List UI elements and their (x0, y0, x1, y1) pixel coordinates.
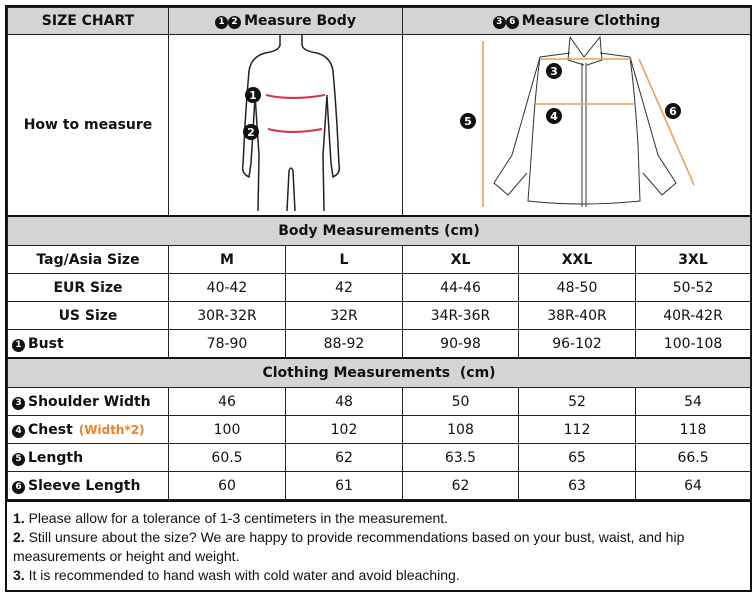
marker-5-icon: 5 (12, 453, 25, 466)
shirt-outline-icon (432, 35, 722, 211)
marker-2-icon: 2 (228, 16, 241, 29)
row-label: EUR Size (8, 274, 169, 302)
marker-4-icon: 4 (12, 425, 25, 438)
marker-1-icon: 1 (12, 339, 25, 352)
table-cell: 90-98 (403, 330, 519, 359)
note-item: 2. Still unsure about the size? We are happy to provide recommendations based on your bust, waist, and hip measurements or height and weight. (13, 529, 685, 564)
diagram-row (8, 35, 751, 217)
table-cell: 100-108 (636, 330, 751, 359)
table-cell: 54 (636, 388, 751, 416)
table-cell: 112 (519, 416, 636, 444)
column-header: XXL (519, 246, 636, 274)
how-to-measure-label: How to measure (8, 35, 169, 217)
marker-3-icon: 3 (12, 397, 25, 410)
table-cell: 34R-36R (403, 302, 519, 330)
row-label: 1 Bust (8, 330, 169, 359)
table-cell: 63 (519, 472, 636, 500)
table-cell: 64 (636, 472, 751, 500)
table-cell: 44-46 (403, 274, 519, 302)
table-cell: 30R-32R (169, 302, 286, 330)
table-row (8, 330, 751, 359)
table-cell: 46 (169, 388, 286, 416)
svg-text:3: 3 (549, 65, 558, 78)
measure-clothing-header: 3 6 Measure Clothing (403, 8, 751, 35)
marker-3-icon: 3 (493, 16, 506, 29)
row-label: 4 Chest (Width*2) (8, 416, 169, 444)
row-label: 6 Sleeve Length (8, 472, 169, 500)
svg-text:6: 6 (668, 105, 677, 118)
column-header: Tag/Asia Size (8, 246, 169, 274)
table-cell: 52 (519, 388, 636, 416)
notes (7, 500, 750, 592)
marker-1-icon: 1 (215, 16, 228, 29)
marker-6-icon: 6 (506, 16, 519, 29)
table-cell: 40-42 (169, 274, 286, 302)
column-header: L (286, 246, 403, 274)
table-row (8, 416, 751, 444)
svg-text:2: 2 (247, 126, 255, 139)
table-cell: 78-90 (169, 330, 286, 359)
row-label: US Size (8, 302, 169, 330)
chest-width-note: (Width*2) (78, 422, 145, 437)
body-diagram (169, 35, 403, 217)
table-cell: 50-52 (636, 274, 751, 302)
table-cell: 100 (169, 416, 286, 444)
svg-text:1: 1 (249, 89, 257, 102)
clothing-measurements-header: Clothing Measurements (cm) (8, 358, 751, 388)
table-row (8, 444, 751, 472)
table-row (8, 302, 751, 330)
table-cell: 60 (169, 472, 286, 500)
row-label: 5 Length (8, 444, 169, 472)
table-cell: 48-50 (519, 274, 636, 302)
table-cell: 32R (286, 302, 403, 330)
table-cell: 42 (286, 274, 403, 302)
table-cell: 62 (286, 444, 403, 472)
body-measurements-header: Body Measurements (cm) (8, 216, 751, 246)
table-cell: 63.5 (403, 444, 519, 472)
size-chart-title: SIZE CHART (8, 8, 169, 35)
note-item: 3. It is recommended to hand wash with cold water and avoid bleaching. (13, 567, 460, 583)
table-cell: 65 (519, 444, 636, 472)
table-cell: 108 (403, 416, 519, 444)
table-cell: 50 (403, 388, 519, 416)
table-cell: 60.5 (169, 444, 286, 472)
table-row (8, 274, 751, 302)
header-row (8, 8, 751, 35)
table-cell: 40R-42R (636, 302, 751, 330)
size-header-row (8, 246, 751, 274)
table-cell: 62 (403, 472, 519, 500)
size-chart-table (7, 7, 751, 500)
table-cell: 88-92 (286, 330, 403, 359)
svg-text:5: 5 (463, 115, 472, 128)
marker-6-icon: 6 (12, 481, 25, 494)
table-row (8, 472, 751, 500)
size-chart (5, 5, 752, 592)
table-cell: 118 (636, 416, 751, 444)
body-outline-icon (169, 35, 459, 211)
clothing-diagram (403, 35, 751, 217)
column-header: M (169, 246, 286, 274)
svg-text:4: 4 (549, 110, 558, 123)
table-row (8, 388, 751, 416)
measure-body-header: 1 2 Measure Body (169, 8, 403, 35)
column-header: 3XL (636, 246, 751, 274)
table-cell: 102 (286, 416, 403, 444)
table-cell: 96-102 (519, 330, 636, 359)
column-header: XL (403, 246, 519, 274)
table-cell: 38R-40R (519, 302, 636, 330)
table-cell: 61 (286, 472, 403, 500)
row-label: 3 Shoulder Width (8, 388, 169, 416)
table-cell: 66.5 (636, 444, 751, 472)
table-cell: 48 (286, 388, 403, 416)
note-item: 1. Please allow for a tolerance of 1-3 centimeters in the measurement. (13, 510, 449, 526)
